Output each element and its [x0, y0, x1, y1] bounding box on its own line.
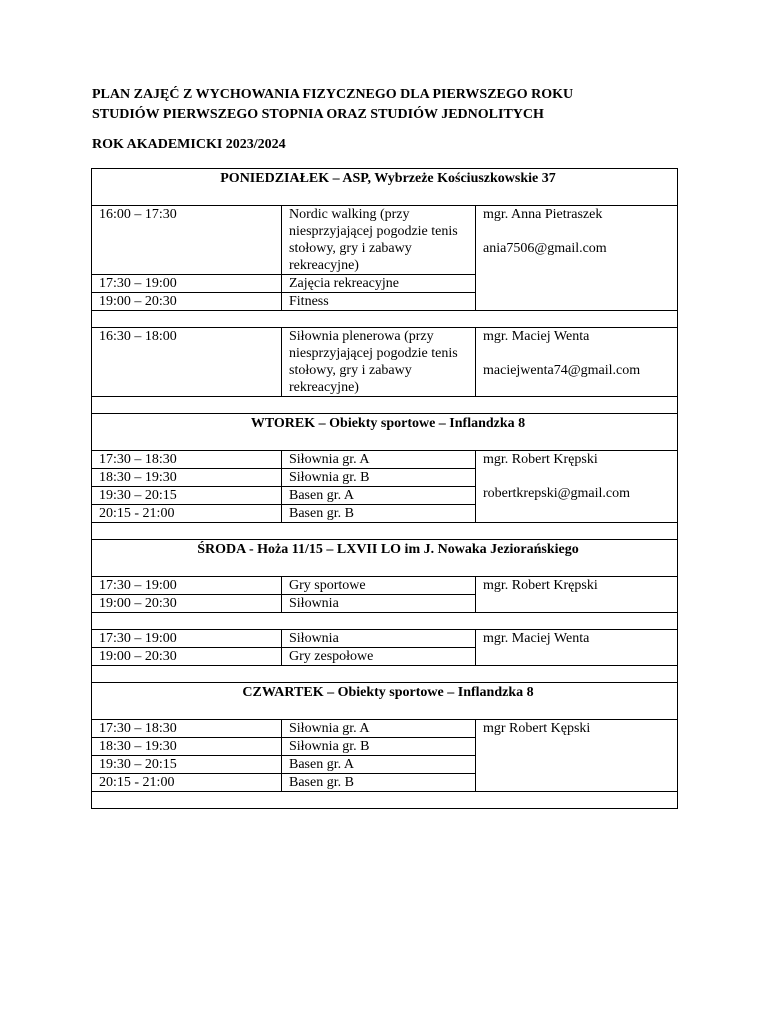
activity-cell: Siłownia gr. B — [282, 469, 476, 487]
teacher-cell — [476, 630, 678, 666]
teacher-cell — [476, 720, 678, 792]
time-cell: 17:30 – 19:00 — [92, 275, 282, 293]
time-cell: 19:30 – 20:15 — [92, 487, 282, 505]
table-row — [92, 451, 678, 469]
table-row — [92, 328, 678, 397]
teacher-email: robertkrepski@gmail.com — [483, 486, 631, 501]
spacer-row — [92, 311, 678, 328]
activity-cell: Gry sportowe — [282, 577, 476, 595]
teacher-name: mgr. Robert Krępski — [483, 578, 598, 593]
thursday-header: CZWARTEK – Obiekty sportowe – Inflandzka 8 — [92, 683, 678, 720]
time-cell: 17:30 – 19:00 — [92, 630, 282, 648]
monday-header: PONIEDZIAŁEK – ASP, Wybrzeże Kościuszkowskie 37 — [92, 169, 678, 206]
time-cell: 20:15 - 21:00 — [92, 505, 282, 523]
time-cell: 17:30 – 18:30 — [92, 451, 282, 469]
time-cell: 17:30 – 19:00 — [92, 577, 282, 595]
spacer-row — [92, 523, 678, 540]
wednesday-header: ŚRODA - Hoża 11/15 – LXVII LO im J. Nowaka Jeziorańskiego — [92, 540, 678, 577]
title-line-2: STUDIÓW PIERWSZEGO STOPNIA ORAZ STUDIÓW JEDNOLITYCH — [92, 107, 544, 122]
time-cell: 19:30 – 20:15 — [92, 756, 282, 774]
activity-cell: Siłownia — [282, 630, 476, 648]
teacher-name: mgr. Robert Krępski — [483, 452, 598, 467]
table-row — [92, 720, 678, 738]
table-row — [92, 206, 678, 275]
day-header-tuesday — [92, 414, 678, 451]
teacher-cell — [476, 451, 678, 523]
teacher-cell — [476, 206, 678, 311]
academic-year: ROK AKADEMICKI 2023/2024 — [92, 137, 286, 152]
activity-cell: Siłownia — [282, 595, 476, 613]
activity-cell: Basen gr. A — [282, 756, 476, 774]
table-row — [92, 630, 678, 648]
day-header-monday — [92, 169, 678, 206]
spacer-row — [92, 613, 678, 630]
activity-cell: Zajęcia rekreacyjne — [282, 275, 476, 293]
teacher-cell — [476, 577, 678, 613]
activity-cell: Fitness — [282, 293, 476, 311]
time-cell: 19:00 – 20:30 — [92, 595, 282, 613]
activity-cell: Basen gr. B — [282, 505, 476, 523]
activity-cell: Siłownia plenerowa (przy niesprzyjającej pogodzie tenis stołowy, gry i zabawy rekreacyjne) — [282, 328, 476, 397]
day-header-thursday — [92, 683, 678, 720]
teacher-cell — [476, 328, 678, 397]
teacher-name: mgr. Maciej Wenta — [483, 631, 590, 646]
time-cell: 19:00 – 20:30 — [92, 648, 282, 666]
activity-cell: Basen gr. B — [282, 774, 476, 792]
activity-cell: Siłownia gr. B — [282, 738, 476, 756]
time-cell: 18:30 – 19:30 — [92, 738, 282, 756]
teacher-email: ania7506@gmail.com — [483, 241, 607, 256]
time-cell: 20:15 - 21:00 — [92, 774, 282, 792]
time-cell: 19:00 – 20:30 — [92, 293, 282, 311]
document-title — [92, 85, 692, 125]
spacer-row — [92, 666, 678, 683]
title-line-1: PLAN ZAJĘĆ Z WYCHOWANIA FIZYCZNEGO DLA PIERWSZEGO ROKU — [92, 87, 574, 102]
day-header-wednesday — [92, 540, 678, 577]
schedule-table — [91, 168, 678, 809]
activity-cell: Siłownia gr. A — [282, 451, 476, 469]
spacer-row — [92, 792, 678, 809]
activity-cell: Basen gr. A — [282, 487, 476, 505]
teacher-email: maciejwenta74@gmail.com — [483, 363, 641, 378]
activity-cell: Nordic walking (przy niesprzyjającej pogodzie tenis stołowy, gry i zabawy rekreacyjne) — [282, 206, 476, 275]
teacher-name: mgr. Anna Pietraszek — [483, 207, 603, 222]
table-row — [92, 577, 678, 595]
time-cell: 16:30 – 18:00 — [92, 328, 282, 397]
time-cell: 16:00 – 17:30 — [92, 206, 282, 275]
time-cell: 18:30 – 19:30 — [92, 469, 282, 487]
activity-cell: Gry zespołowe — [282, 648, 476, 666]
spacer-row — [92, 397, 678, 414]
activity-cell: Siłownia gr. A — [282, 720, 476, 738]
teacher-name: mgr. Maciej Wenta — [483, 329, 590, 344]
tuesday-header: WTOREK – Obiekty sportowe – Inflandzka 8 — [92, 414, 678, 451]
teacher-name: mgr Robert Kępski — [483, 721, 591, 736]
time-cell: 17:30 – 18:30 — [92, 720, 282, 738]
